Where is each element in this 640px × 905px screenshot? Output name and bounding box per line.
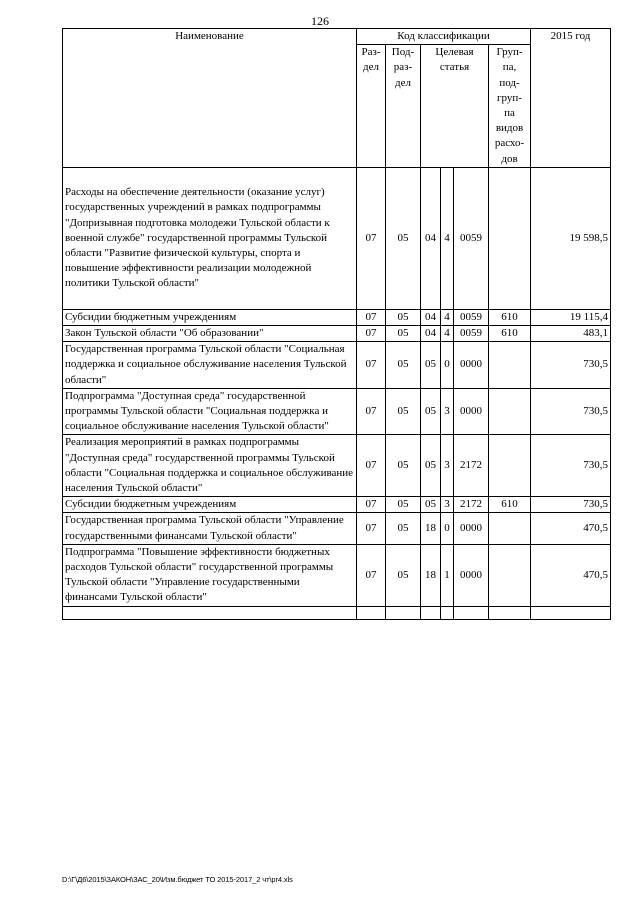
row-expense-type [489,513,531,544]
row-target-part2: 4 [441,326,454,342]
row-expense-type [489,435,531,497]
row-section: 07 [357,167,386,309]
row-name: Государственная программа Тульской области "Социальная поддержка и социальное обслуживание населения Тульской области" [63,342,357,389]
row-target-part3: 0059 [454,309,489,325]
row-target-part1: 05 [421,497,441,513]
row-subsection: 05 [386,513,421,544]
row-target-part1: 04 [421,167,441,309]
page-number: 126 [311,14,329,28]
row-target-part1: 04 [421,326,441,342]
row-name: Субсидии бюджетным учреждениям [63,309,357,325]
row-target-part3: 0059 [454,326,489,342]
row-amount: 470,5 [531,513,611,544]
table-row [63,435,611,497]
row-target-part2: 3 [441,497,454,513]
row-name: Государственная программа Тульской области "Управление государственными финансами Тульской области" [63,513,357,544]
row-section: 07 [357,326,386,342]
row-target-part1: 04 [421,309,441,325]
row-name: Расходы на обеспечение деятельности (оказание услуг) государственных учреждений в рамках подпрограммы "Допризывная подготовка молодежи Тульской области к военной службе" государственной программы Тульской области "Развитие физической культуры, спорта и повышение эффективности реализации молодежной политики Тульской области" [63,167,357,309]
table-row [63,388,611,435]
row-target-part3: 0000 [454,342,489,389]
row-amount: 19 598,5 [531,167,611,309]
table-row [63,342,611,389]
row-expense-type [489,167,531,309]
row-subsection: 05 [386,309,421,325]
row-section: 07 [357,544,386,606]
header-target-article: Целевая статья [421,45,489,168]
row-amount: 470,5 [531,544,611,606]
row-expense-type [489,544,531,606]
row-expense-type: 610 [489,326,531,342]
row-target-part3: 0000 [454,388,489,435]
header-classification-code: Код классификации [357,29,531,45]
row-name: Закон Тульской области "Об образовании" [63,326,357,342]
row-subsection: 05 [386,342,421,389]
row-amount: 730,5 [531,497,611,513]
row-target-part3: 0000 [454,513,489,544]
row-amount: 19 115,4 [531,309,611,325]
row-target-part3: 2172 [454,497,489,513]
table-row [63,309,611,325]
budget-table [62,28,611,620]
row-section: 07 [357,497,386,513]
row-amount: 730,5 [531,342,611,389]
row-target-part2: 4 [441,167,454,309]
row-expense-type [489,342,531,389]
row-section: 07 [357,388,386,435]
row-amount: 730,5 [531,388,611,435]
row-target-part3: 0000 [454,544,489,606]
row-subsection: 05 [386,544,421,606]
table-row [63,167,611,309]
row-name: Реализация мероприятий в рамках подпрограммы "Доступная среда" государственной программы Тульской области "Социальная поддержка и социальное обслуживание населения Тульской области" [63,435,357,497]
header-subsection: Под- раз- дел [386,45,421,168]
row-subsection: 05 [386,435,421,497]
row-name: Субсидии бюджетным учреждениям [63,497,357,513]
table-row [63,497,611,513]
row-section: 07 [357,435,386,497]
row-target-part2: 1 [441,544,454,606]
row-amount: 730,5 [531,435,611,497]
row-target-part2: 4 [441,309,454,325]
row-target-part1: 18 [421,513,441,544]
row-target-part2: 0 [441,342,454,389]
row-subsection: 05 [386,326,421,342]
row-name: Подпрограмма "Повышение эффективности бюджетных расходов Тульской области" государственной программы Тульской области "Управление государственными финансами Тульской области" [63,544,357,606]
row-target-part2: 3 [441,435,454,497]
row-target-part3: 0059 [454,167,489,309]
row-target-part3: 2172 [454,435,489,497]
table-row [63,326,611,342]
file-path-footer: D:\Г\Д6\2015\ЗАКОН\ЗАС_20\Изм.бюджет ТО 2015-2017_2 чт\pr4.xls [62,875,293,884]
row-subsection: 05 [386,497,421,513]
row-target-part1: 05 [421,435,441,497]
row-target-part2: 0 [441,513,454,544]
row-name: Подпрограмма "Доступная среда" государственной программы Тульской области "Социальная поддержка и социальное обслуживание населения Тульской области" [63,388,357,435]
table-bottom-spacer [63,606,611,619]
header-section: Раз- дел [357,45,386,168]
row-target-part1: 18 [421,544,441,606]
header-year: 2015 год [531,29,611,168]
row-target-part1: 05 [421,342,441,389]
row-expense-type [489,388,531,435]
row-expense-type: 610 [489,309,531,325]
row-amount: 483,1 [531,326,611,342]
header-name: Наименование [63,29,357,168]
row-subsection: 05 [386,388,421,435]
row-target-part1: 05 [421,388,441,435]
row-section: 07 [357,513,386,544]
row-expense-type: 610 [489,497,531,513]
table-row [63,544,611,606]
table-row [63,513,611,544]
row-target-part2: 3 [441,388,454,435]
row-section: 07 [357,309,386,325]
row-section: 07 [357,342,386,389]
header-expense-group: Груп- па, под- груп- па видов расхо- дов [489,45,531,168]
row-subsection: 05 [386,167,421,309]
